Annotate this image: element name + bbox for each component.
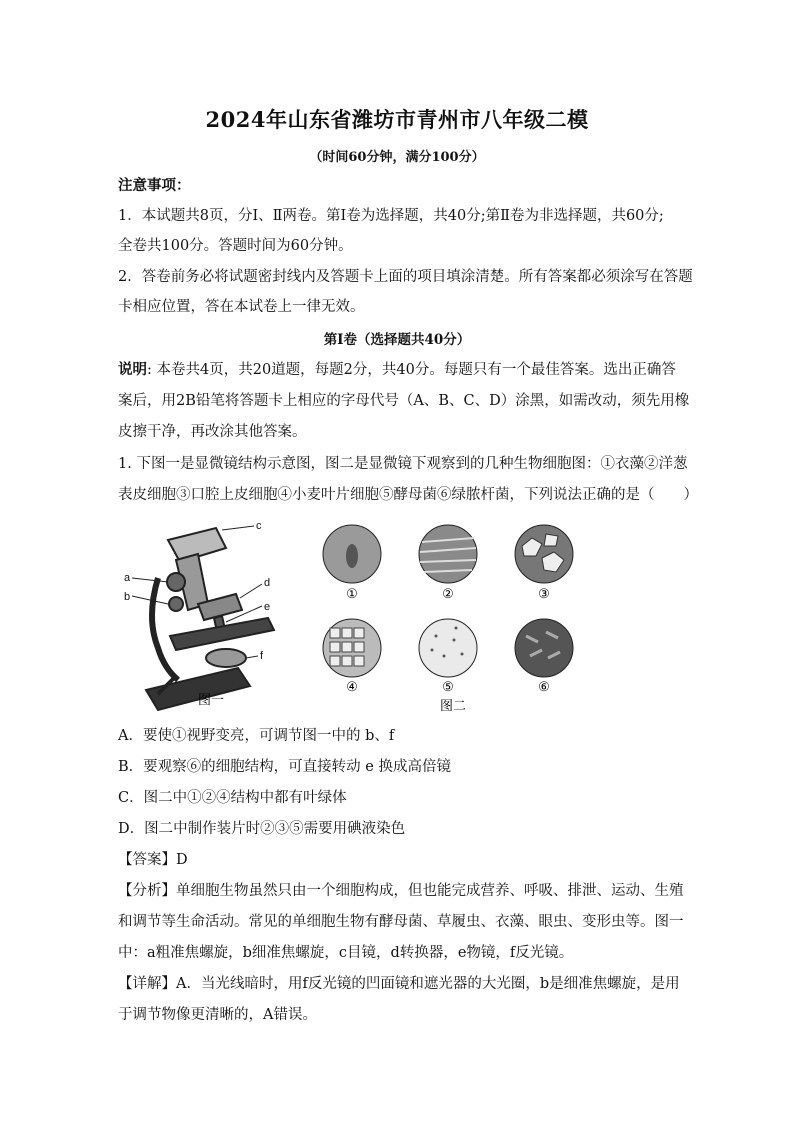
fine-knob (169, 597, 183, 611)
label-e: e (264, 601, 271, 613)
question-1-stem-line-2: 表皮细胞③口腔上皮细胞④小麦叶片细胞⑤酵母菌⑥绿脓杆菌，下列说法正确的是（ ） (118, 487, 698, 503)
cell-label-1: ① (346, 587, 358, 602)
label-b: b (124, 591, 131, 603)
leader-a (132, 578, 168, 582)
section-desc-label: 说明 (118, 361, 147, 378)
note-2-line-2: 卡相应位置，答在本试卷上一律无效。 (118, 299, 365, 315)
question-1-figure (118, 518, 578, 718)
leader-c (222, 526, 254, 530)
coarse-knob (167, 573, 185, 591)
cell-1-body (346, 544, 358, 568)
option-a: A．要使①视野变亮，可调节图一中的 b、f (118, 728, 395, 744)
cell-label-2: ② (442, 587, 454, 602)
answer: 【答案】D (118, 852, 188, 868)
option-b: B．要观察⑥的细胞结构，可直接转动 e 换成高倍镜 (118, 759, 451, 775)
cell-6-bacteria (515, 619, 573, 677)
note-1-line-2: 全卷共100分。答题时间为60分钟。 (118, 238, 353, 254)
leader-d (240, 584, 262, 598)
microscope-diagram (132, 526, 274, 710)
cell-label-3: ③ (538, 587, 550, 602)
note-2-line-1: 2．答卷前务必将试题密封线内及答题卡上面的项目填涂清楚。所有答案都必须涂写在答题 (118, 269, 693, 285)
figure-1-caption: 图一 (198, 693, 225, 708)
detail-line-2: 于调节物像更清晰的，A错误。 (118, 1007, 317, 1023)
analysis-line-1: 【分析】单细胞生物虽然只由一个细胞构成，但也能完成营养、呼吸、排泄、运动、生殖 (118, 883, 684, 899)
analysis-line-3: 中：a粗准焦螺旋，b细准焦螺旋，c目镜，d转换器，e物镜，f反光镜。 (118, 945, 574, 961)
label-d: d (264, 577, 271, 589)
option-d: D．图二中制作装片时②③⑤需要用碘液染色 (118, 821, 406, 837)
leader-f (246, 656, 258, 658)
cell-label-4: ④ (346, 680, 358, 695)
label-f: f (260, 650, 264, 662)
section-desc-line-2: 案后，用2B铅笔将答题卡上相应的字母代号（A、B、C、D）涂黑，如需改动，须先用橡 (118, 393, 690, 409)
analysis-line-2: 和调节等生命活动。常见的单细胞生物有酵母菌、草履虫、衣藻、眼虫、变形虫等。图一 (118, 914, 684, 930)
cell-4-grid (330, 628, 364, 666)
notes-heading: 注意事项： (118, 177, 191, 194)
label-a: a (124, 572, 131, 584)
option-c: C．图二中①②④结构中都有叶绿体 (118, 790, 347, 806)
cell-label-6: ⑥ (538, 680, 550, 695)
cell-2-onion (419, 525, 477, 583)
figure-2-caption: 图二 (440, 699, 467, 714)
mirror (206, 649, 246, 667)
section-desc-line-1 (118, 355, 686, 385)
section-desc-text: : 本卷共4页，共20道题，每题2分，共40分。每题只有一个最佳答案。选出正确答 (147, 362, 676, 378)
question-1-stem-line-1: 1. 下图一是显微镜结构示意图，图二是显微镜下观察到的几种生物细胞图：①衣藻②洋葱 (118, 456, 688, 472)
page-subtitle: （时间60分钟，满分100分） (309, 150, 485, 165)
section-desc-line-3: 皮擦干净，再改涂其他答案。 (118, 424, 307, 440)
cell-label-5: ⑤ (442, 680, 454, 695)
page-title: 2024年山东省潍坊市青州市八年级二模 (205, 107, 589, 132)
cell-5-yeast (419, 619, 477, 677)
detail-line-1: 【详解】A．当光线暗时，用f反光镜的凹面镜和遮光器的大光圈，b是细准焦螺旋，是用 (118, 976, 680, 992)
label-c: c (256, 520, 262, 532)
note-1-line-1: 1．本试题共8页，分Ⅰ、Ⅱ两卷。第Ⅰ卷为选择题，共40分;第Ⅱ卷为非选择题，共60分; (118, 208, 664, 224)
section-title: 第Ⅰ卷（选择题共40分） (323, 332, 471, 348)
